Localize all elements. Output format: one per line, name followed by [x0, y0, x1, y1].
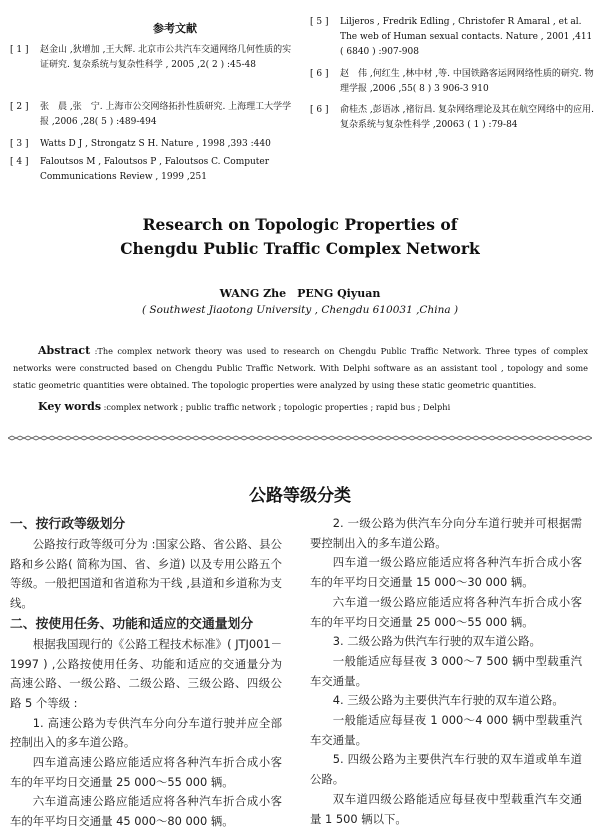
paragraph: 四车道高速公路应能适应将各种汽车折合成小客车的年平均日交通量 25 000～55 000 辆。	[10, 755, 282, 789]
reference-text: 赵金山 ,狄增加 ,王大辉. 北京市公共汽车交通网络几何性质的实证研究. 复杂系统与复杂性科学 , 2005 ,2( 2 ) :45-48	[40, 45, 292, 70]
english-title-line: Chengdu Public Traffic Complex Network	[120, 239, 480, 258]
reference-text: 俞桂杰 ,彭语冰 ,褚衍昌. 复杂网络理论及其在航空网络中的应用. 复杂系统与复杂性科学 ,20063 ( 1 ) :79-84	[340, 105, 595, 130]
reference-number: [ 6 ]	[310, 105, 329, 115]
english-title	[0, 213, 600, 261]
paragraph: 六车道高速公路应能适应将各种汽车折合成小客车的年平均日交通量 45 000～80 000 辆。	[10, 794, 282, 829]
section-heading: 一、按行政等级划分	[10, 517, 126, 532]
paragraph: 公路按行政等级可分为 :国家公路、省公路、县公路和乡公路( 简称为国、省、乡道) 以及专用公路五个等级。一般把国道和省道称为干线 ,县道和乡道称为支线。	[10, 537, 282, 611]
abstract-text: :The complex network theory was used to research on Chengdu Public Traffic Network. Three types of complex networks were constructed based on Chengdu Public Traffic Network. With Delphi software as an assistant tool , topology and some static geometric quantities were obtained. The topologic properties were analyzed by using these static geometric quantities.	[13, 346, 588, 390]
english-title-line: Research on Topologic Properties of	[142, 215, 458, 234]
reference-number: [ 6 ]	[310, 69, 329, 79]
reference-number: [ 4 ]	[10, 157, 29, 167]
reference-number: [ 1 ]	[10, 45, 29, 55]
paragraph: 4. 三级公路为主要供汽车行驶的双车道公路。	[332, 693, 564, 708]
abstract	[13, 342, 588, 394]
chinese-article-title: 公路等级分类	[249, 486, 351, 506]
references-heading: 参考文献	[153, 22, 197, 35]
reference-number: [ 2 ]	[10, 102, 29, 112]
paragraph: 一般能适应每昼夜 1 000～4 000 辆中型载重汽车交通量。	[310, 713, 582, 747]
reference-text: 张 晨 ,张 宁. 上海市公交网络拓扑性质研究. 上海理工大学学报 ,2006 ,28( 5 ) :489-494	[40, 102, 292, 127]
keywords-text: :complex network ; public traffic network ; topologic properties ; rapid bus ; Delphi	[101, 402, 451, 412]
reference-text: 赵 伟 ,何红生 ,林中材 ,等. 中国铁路客运网网络性质的研究. 物理学报 ,2006 ,55( 8 ) 3 906-3 910	[340, 69, 594, 94]
paragraph: 根据我国现行的《公路工程技术标准》( JTJ001－1997 ) ,公路按使用任务、功能和适应的交通量分为高速公路、一级公路、二级公路、三级公路、四级公路 5 个等级 :	[10, 636, 282, 710]
reference-text: Faloutsos M , Faloutsos P , Faloutsos C. Computer Communications Review , 1999 ,251	[40, 157, 270, 182]
reference-text: Watts D J , Strongatz S H. Nature , 1998 ,393 :440	[40, 139, 271, 149]
wavy-divider	[8, 432, 592, 444]
right-column	[310, 514, 582, 829]
section-heading: 二、按使用任务、功能和适应的交通量划分	[10, 616, 254, 632]
paragraph: 5. 四级公路为主要供汽车行驶的双车道或单车道公路。	[310, 752, 582, 787]
reference-text: Liljeros , Fredrik Edling , Christofer R Amaral , et al. The web of Human sexual contacts. Nature , 2001 ,411 ( 6840 ) :907-908	[340, 17, 593, 57]
paragraph: 六车道一级公路应能适应将各种汽车折合成小客车的年平均日交通量 25 000～55 000 辆。	[310, 594, 582, 629]
keywords-label: Key words	[38, 400, 102, 413]
paragraph: 四车道一级公路应能适应将各种汽车折合成小客车的年平均日交通量 15 000～30 000 辆。	[310, 555, 582, 590]
abstract-label: Abstract	[38, 344, 91, 357]
affiliation: ( Southwest Jiaotong University , Chengdu 610031 ,China )	[141, 304, 459, 316]
reference-number: [ 3 ]	[10, 139, 29, 149]
paragraph: 1. 高速公路为专供汽车分向分车道行驶并应全部控制出入的多车道公路。	[10, 715, 282, 750]
authors: WANG Zhe PENG Qiyuan	[219, 287, 381, 300]
reference-number: [ 5 ]	[310, 17, 329, 27]
paragraph: 双车道四级公路能适应每昼夜中型载重汽车交通量 1 500 辆以下。	[310, 791, 582, 826]
keywords	[38, 398, 588, 416]
paragraph: 2. 一级公路为供汽车分向分车道行驶并可根据需要控制出入的多车道公路。	[310, 516, 582, 550]
paragraph: 一般能适应每昼夜 3 000～7 500 辆中型载重汽车交通量。	[310, 653, 582, 688]
left-column	[10, 514, 282, 832]
paragraph: 3. 二级公路为供汽车行驶的双车道公路。	[332, 634, 541, 649]
